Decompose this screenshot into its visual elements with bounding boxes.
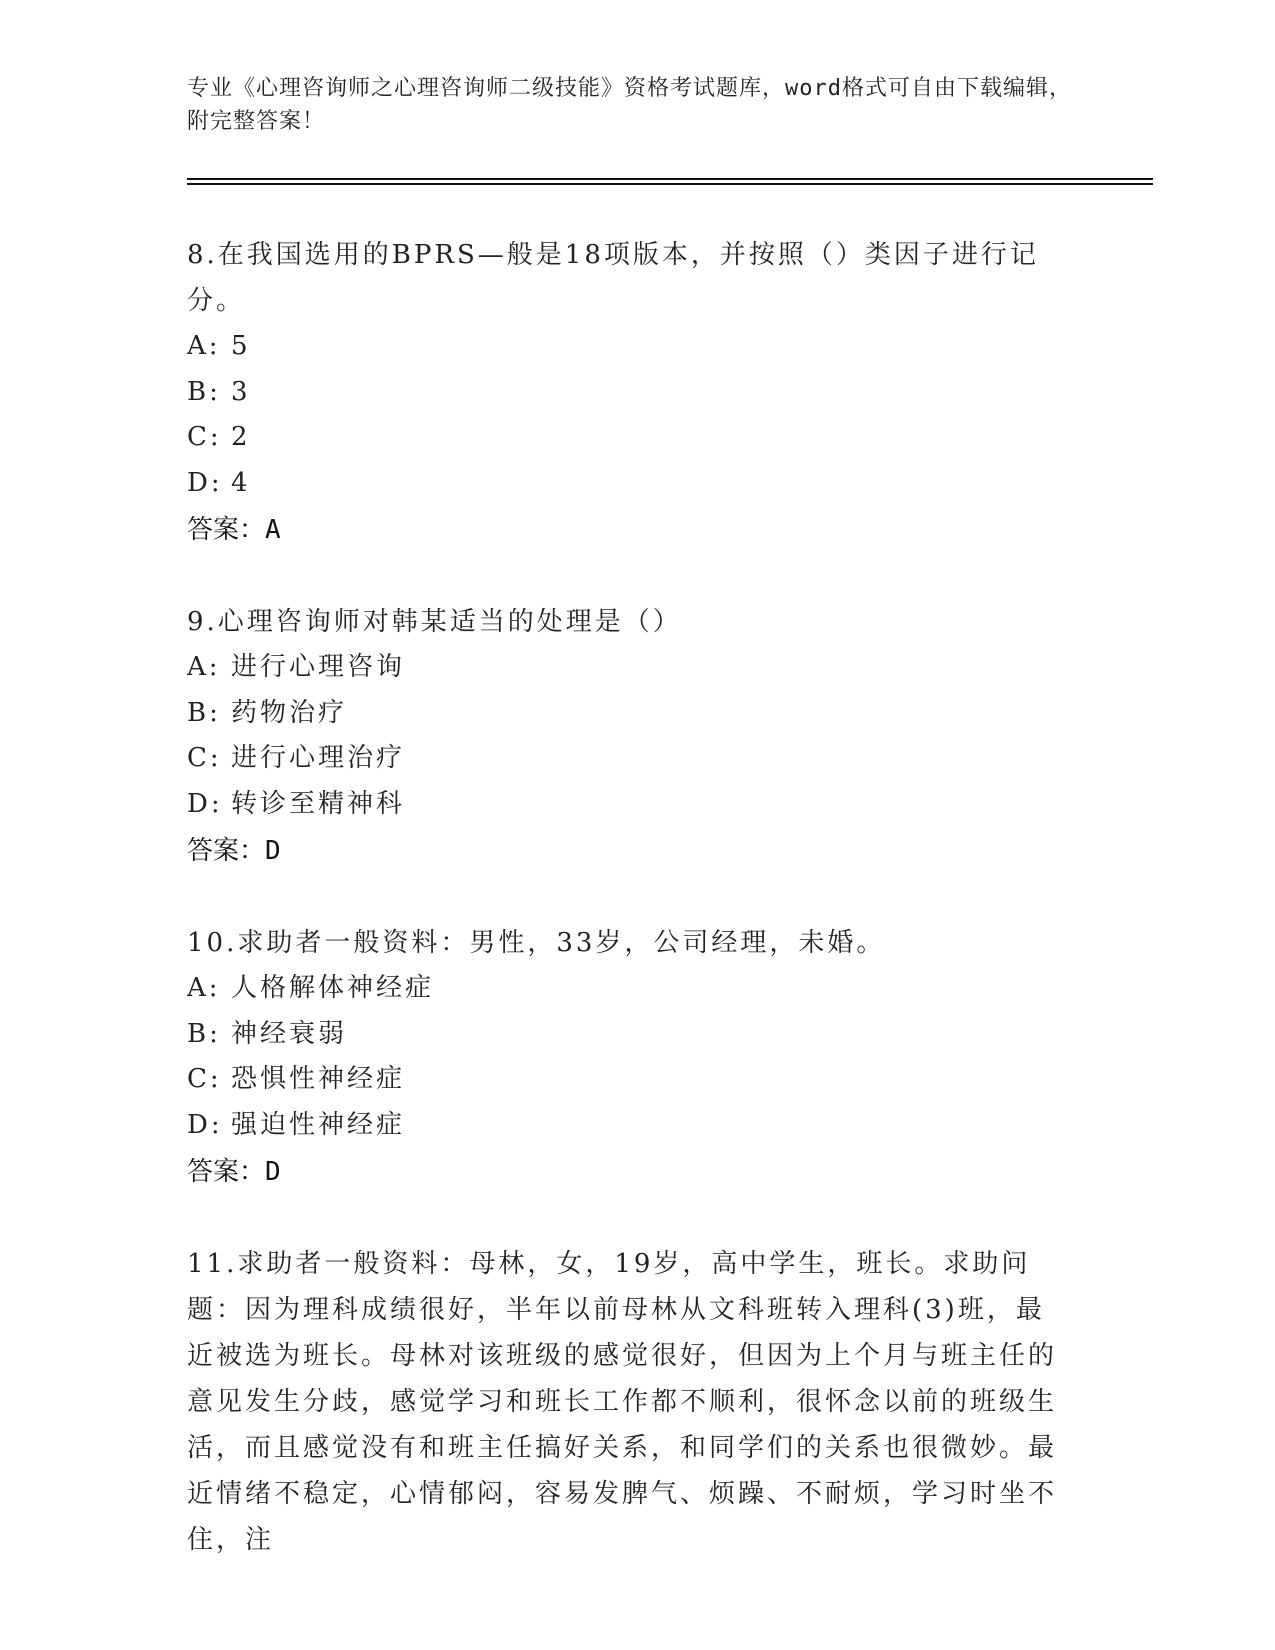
answer-label: 答案：D xyxy=(187,1157,281,1187)
option-text: 4 xyxy=(231,467,251,498)
option-a xyxy=(187,324,1067,370)
option-letter: C: xyxy=(187,1064,222,1094)
option-b xyxy=(187,1012,1067,1058)
option-text: 神经衰弱 xyxy=(231,1018,348,1049)
question-10 xyxy=(187,920,1067,1194)
question-text: 8.在我国选用的BPRS—般是18项版本，并按照（）类因子进行记分。 xyxy=(187,240,1039,316)
option-letter: A: xyxy=(187,973,221,1003)
option-a xyxy=(187,645,1067,691)
question-text: 11.求助者一般资料：母林，女，19岁，高中学生，班长。求助问题：因为理科成绩很好，半年以前母林从文科班转入理科(3)班，最近被选为班长。母林对该班级的感觉很好，但因为上个月与班主任的意见发生分歧，感觉学习和班长工作都不顺利，很怀念以前的班级生活，而且感觉没有和班主任搞好关系，和同学们的关系也很微妙。最近情绪不稳定，心情郁闷，容易发脾气、烦躁、不耐烦，学习时坐不住，注 xyxy=(187,1249,1058,1555)
option-text: 2 xyxy=(231,422,251,452)
option-b xyxy=(187,370,1067,416)
option-d xyxy=(187,1103,1067,1149)
option-letter: B: xyxy=(187,1018,221,1049)
option-c xyxy=(187,736,1067,782)
answer-label: 答案：A xyxy=(187,515,281,545)
option-a xyxy=(187,966,1067,1012)
option-d xyxy=(187,782,1067,828)
question-9 xyxy=(187,599,1067,873)
option-letter: C: xyxy=(187,422,222,452)
question-text: 10.求助者一般资料：男性，33岁，公司经理，未婚。 xyxy=(187,928,886,958)
option-text: 进行心理咨询 xyxy=(231,652,406,682)
option-letter: D: xyxy=(187,467,223,498)
option-text: 5 xyxy=(231,331,251,361)
option-text: 转诊至精神科 xyxy=(231,788,406,819)
option-c xyxy=(187,415,1067,461)
option-letter: A: xyxy=(187,652,221,682)
option-b xyxy=(187,691,1067,737)
option-d xyxy=(187,461,1067,507)
option-letter: D: xyxy=(187,1109,223,1140)
option-text: 恐惧性神经症 xyxy=(231,1064,406,1094)
option-text: 进行心理治疗 xyxy=(231,743,406,773)
header-divider-bottom xyxy=(187,183,1153,185)
option-letter: A: xyxy=(187,331,221,361)
header-divider-top xyxy=(187,178,1153,180)
question-8 xyxy=(187,232,1067,552)
answer-label: 答案：D xyxy=(187,836,281,866)
option-letter: D: xyxy=(187,788,223,819)
question-11 xyxy=(187,1241,1067,1563)
option-text: 强迫性神经症 xyxy=(231,1109,406,1140)
option-c xyxy=(187,1057,1067,1103)
option-letter: B: xyxy=(187,697,221,728)
question-list xyxy=(187,232,1067,1610)
option-text: 3 xyxy=(231,376,251,407)
document-header: 专业《心理咨询师之心理咨询师二级技能》资格考试题库，word格式可自由下载编辑，附完整答案！ xyxy=(187,76,1072,134)
option-letter: C: xyxy=(187,743,222,773)
question-text: 9.心理咨询师对韩某适当的处理是（） xyxy=(187,607,682,637)
option-text: 人格解体神经症 xyxy=(231,973,435,1003)
option-letter: B: xyxy=(187,376,221,407)
option-text: 药物治疗 xyxy=(231,697,348,728)
